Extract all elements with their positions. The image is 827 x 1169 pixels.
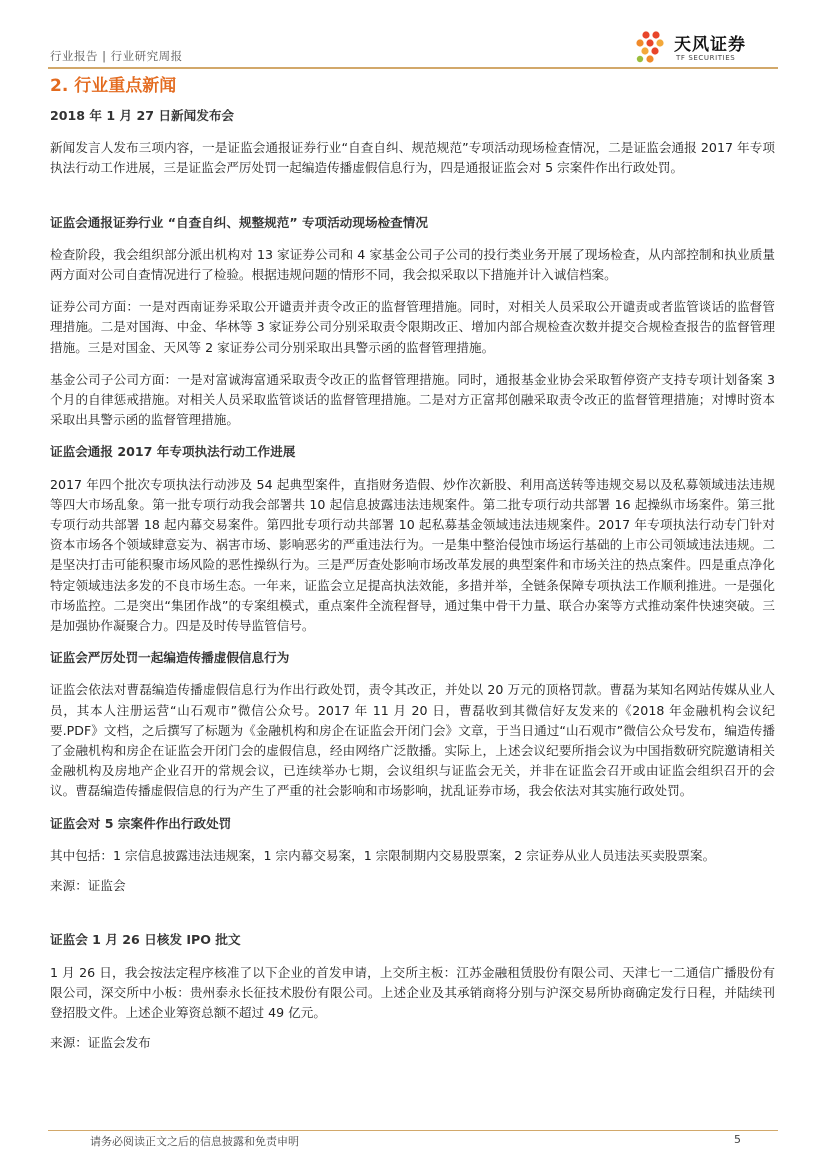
paragraph: 证券公司方面：一是对西南证券采取公开谴责并责令改正的监督管理措施。同时，对相关人员采取公开谴责或者监管谈话的监督管理措施。二是对国海、中金、华林等 3 家证券公司分别采取责令限期改正、增加内部合规检查次数并提交合规检查报告的监督管理措施。三是对国金、天风等 2 家证券公司分别采取出具警示函的监督管理措施。 [50,299,775,355]
logo-text-cn: 天风证券 [674,35,746,55]
subsection-heading: 证监会严厉处罚一起编造传播虚假信息行为 [50,650,290,666]
paragraph: 检查阶段，我会组织部分派出机构对 13 家证券公司和 4 家基金公司子公司的投行类业务开展了现场检查，从内部控制和执业质量两方面对公司自查情况进行了检验。根据违规问题的情形不同，我会拟采取以下措施并计入诚信档案。 [50,246,775,283]
paragraph: 2017 年四个批次专项执法行动涉及 54 起典型案件，直指财务造假、炒作次新股、利用高送转等违规交易以及私募领域违法违规等四大市场乱象。第一批专项行动我会部署共 10 起信息披露违法违规案件。第二批专项行动共部署 16 起操纵市场案件。第三批专项行动共部署 18 起内幕交易案件。第四批专项行动共部署 10 起私募基金领域违法违规案件。2017 年专项执法行动专门针对资本市场各个领域肆意妄为、祸害市场、影响恶劣的严重违法行为。一是集中整治侵蚀市场运行基础的上市公司领域违法违规。二是坚决打击可能积聚市场风险的恶性操纵行为。三是严厉查处影响市场改革发展的典型案件和市场关注的热点案件。四是重点净化特定领域违法多发的不良市场生态。一年来，证监会立足提高执法效能，多措并举，全链条保障专项执法工作顺利推进。一是强化市场监控。二是突出“集团作战”的专案组模式，重点案件全流程督导，通过集中骨干力量、联合办案等方式推动案件快速突破。三是加强协作凝聚合力。四是及时传导监管信号。 [50,476,775,634]
report-category: 行业报告 | 行业研究周报 [50,49,183,63]
news-heading: 2018 年 1 月 27 日新闻发布会 [50,108,235,123]
paragraph: 其中包括：1 宗信息披露违法违规案，1 宗内幕交易案，1 宗限制期内交易股票案，2 宗证券从业人员违法买卖股票案。 [50,847,716,863]
footer-disclaimer: 请务必阅读正文之后的信息披露和免责申明 [90,1135,299,1148]
paragraph: 证监会依法对曹磊编造传播虚假信息行为作出行政处罚，责令其改正，并处以 20 万元的顶格罚款。曹磊为某知名网站传媒从业人员，其本人注册运营“山石观市”微信公众号。2017 年 11 月 20 日，曹磊收到其微信好友发来的《2018 年金融机构会议纪要.PDF》文档，之后撰写了标题为《金融机构和房企在证监会开闭门会》文章，于当日通过“山石观市”微信公众号发布，编造传播了金融机构和房企在证监会开闭门会的虚假信息，经由网络广泛散播。实际上，上述会议纪要所指会议为中国指数研究院邀请相关金融机构及房地产企业召开的常规会议，已连续举办七期，会议组织与证监会无关，并非在证监会召开或由证监会组织召开的会议。曹磊编造传播虚假信息的行为产生了严重的社会影响和市场影响，扰乱证券市场，我会依法对其实施行政处罚。 [50,682,775,799]
source-note: 来源：证监会发布 [50,1035,151,1051]
source-note: 来源：证监会 [50,878,126,894]
subsection-heading: 证监会对 5 宗案件作出行政处罚 [50,815,232,831]
article-body [50,106,775,1053]
section-title: 2. 行业重点新闻 [50,76,177,96]
brand-logo [634,28,794,72]
page-number: 5 [734,1133,741,1146]
subsection-heading: 证监会通报 2017 年专项执法行动工作进展 [50,444,296,460]
paragraph: 基金公司子公司方面：一是对富诚海富通采取责令改正的监督管理措施。同时，通报基金业协会采取暂停资产支持专项计划备案 3 个月的自律惩戒措施。对相关人员采取监管谈话的监督管理措施。二是对方正富邦创融采取责令改正的监督管理措施；对博时资本采取出具警示函的监督管理措施。 [50,371,775,428]
subsection-heading: 证监会通报证券行业 “自查自纠、规整规范” 专项活动现场检查情况 [50,214,428,230]
logo-text-en: TF SECURITIES [676,54,736,62]
news-heading: 证监会 1 月 26 日核发 IPO 批文 [50,932,241,948]
paragraph: 1 月 26 日，我会按法定程序核准了以下企业的首发申请，上交所主板：江苏金融租赁股份有限公司、天津七一二通信广播股份有限公司，深交所中小板：贵州泰永长征技术股份有限公司。上述企业及其承销商将分别与沪深交易所协商确定发行日程，并陆续刊登招股文件。上述企业筹资总额不超过 49 亿元。 [50,964,775,1020]
footer-divider [48,1130,778,1131]
logo-dots-icon [634,30,670,66]
header-divider [48,67,778,69]
news-intro-paragraph: 新闻发言人发布三项内容，一是证监会通报证券行业“自查自纠、规范规范”专项活动现场检查情况，二是证监会通报 2017 年专项执法行动工作进展，三是证监会严厉处罚一起编造传播虚假信息行为，四是通报证监会对 5 宗案件作出行政处罚。 [50,140,775,176]
